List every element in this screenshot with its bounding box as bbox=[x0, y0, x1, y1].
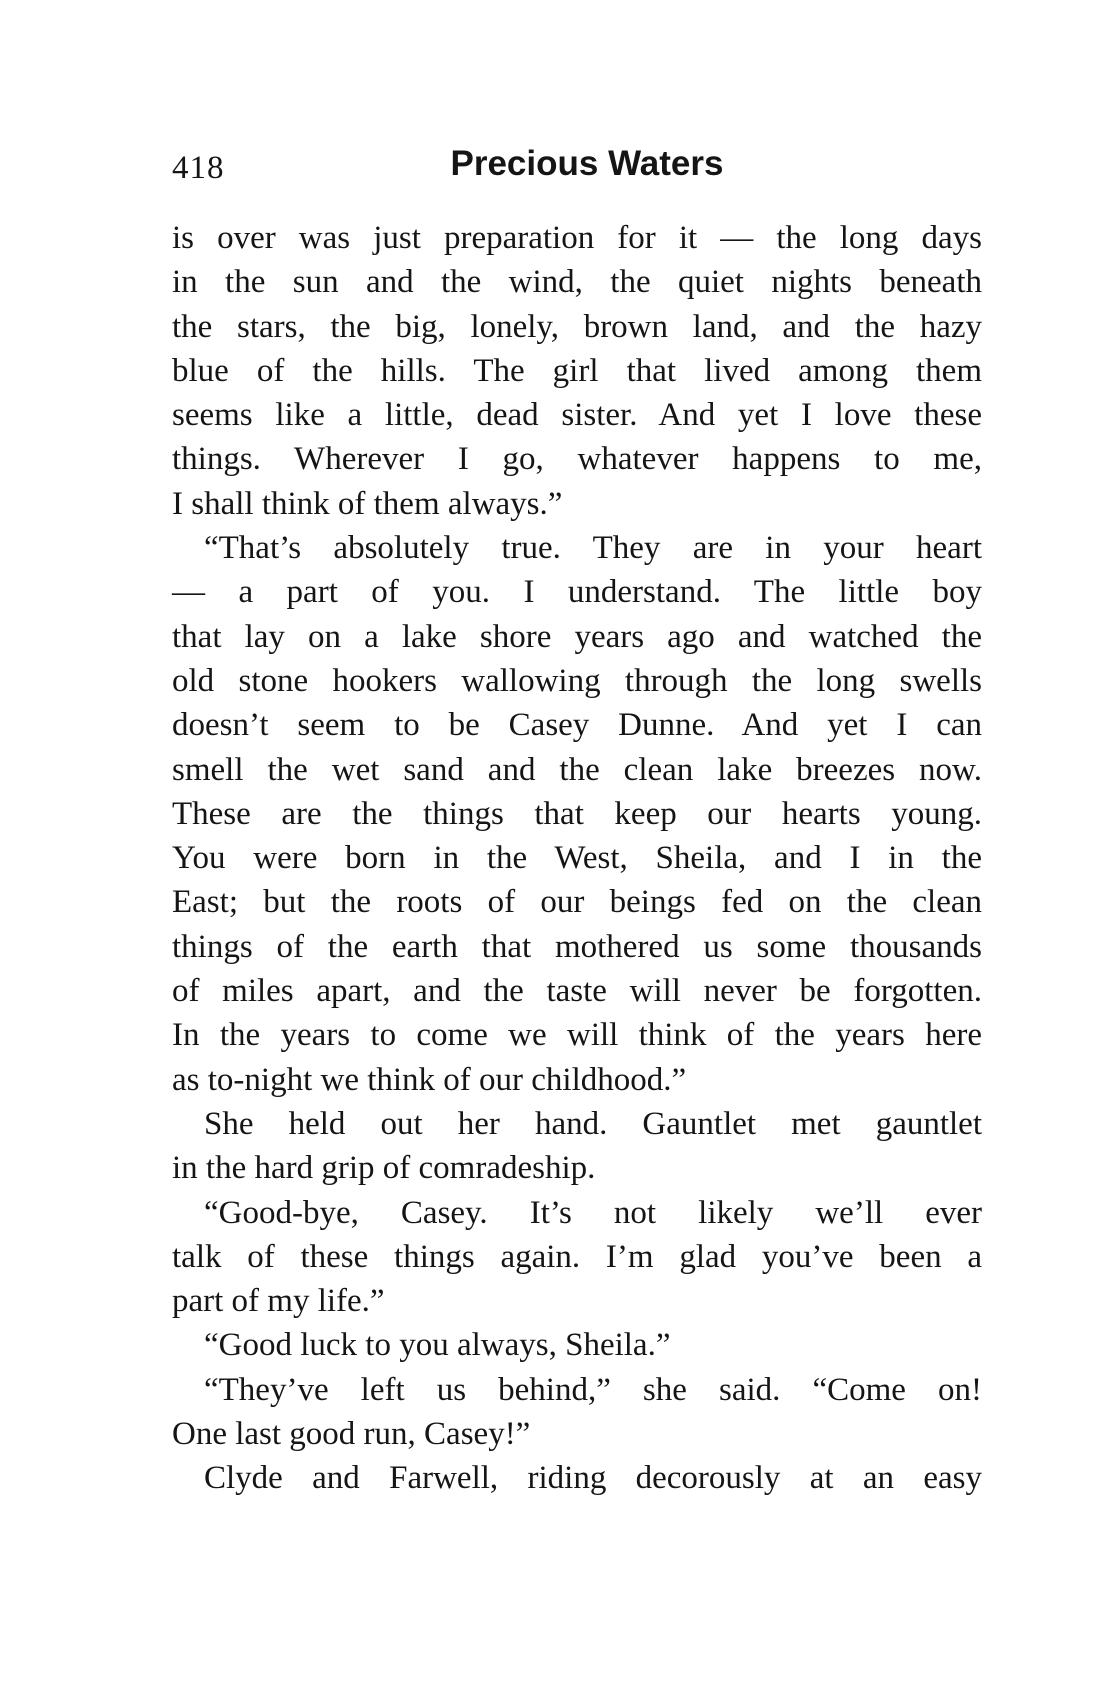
paragraph-start-line: She held out her hand. Gauntlet met gauntlet bbox=[204, 1105, 982, 1142]
text-line: You were born in the West, Sheila, and I in the bbox=[172, 840, 982, 877]
paragraph-start-line: Clyde and Farwell, riding decorously at an easy bbox=[204, 1460, 982, 1497]
text-line: things of the earth that mothered us some thousands bbox=[172, 928, 982, 965]
text-line: the stars, the big, lonely, brown land, and the hazy bbox=[172, 308, 982, 345]
text-line: part of my life.” bbox=[172, 1283, 385, 1320]
text-line: that lay on a lake shore years ago and watched the bbox=[172, 618, 982, 655]
paragraph-start-line: “They’ve left us behind,” she said. “Come on! bbox=[204, 1371, 982, 1408]
paragraph-start-line: “Good luck to you always, Sheila.” bbox=[204, 1327, 671, 1364]
text-line: I shall think of them always.” bbox=[172, 485, 563, 522]
text-line: One last good run, Casey!” bbox=[172, 1416, 531, 1453]
text-line: in the sun and the wind, the quiet nights beneath bbox=[172, 264, 982, 301]
page-number: 418 bbox=[172, 150, 225, 186]
text-line: as to-night we think of our childhood.” bbox=[172, 1061, 687, 1098]
text-line: blue of the hills. The girl that lived among them bbox=[172, 352, 982, 389]
paragraph-start-line: “That’s absolutely true. They are in your heart bbox=[204, 530, 982, 567]
text-line: talk of these things again. I’m glad you’ve been a bbox=[172, 1238, 982, 1275]
text-line: In the years to come we will think of the years here bbox=[172, 1017, 982, 1054]
text-line: things. Wherever I go, whatever happens to me, bbox=[172, 441, 982, 478]
text-line: — a part of you. I understand. The little boy bbox=[172, 574, 982, 611]
text-line: old stone hookers wallowing through the long swells bbox=[172, 662, 982, 699]
running-head bbox=[172, 144, 982, 200]
paragraph-start-line: “Good-bye, Casey. It’s not likely we’ll ever bbox=[204, 1194, 982, 1231]
body-text bbox=[172, 216, 982, 1501]
text-line: of miles apart, and the taste will never be forgotten. bbox=[172, 973, 982, 1010]
text-line: seems like a little, dead sister. And yet I love these bbox=[172, 397, 982, 434]
text-line: East; but the roots of our beings fed on the clean bbox=[172, 884, 982, 921]
text-line: These are the things that keep our hearts young. bbox=[172, 795, 982, 832]
text-line: is over was just preparation for it — the long days bbox=[172, 220, 982, 256]
text-line: doesn’t seem to be Casey Dunne. And yet I can bbox=[172, 707, 982, 744]
text-line: smell the wet sand and the clean lake breezes now. bbox=[172, 751, 982, 788]
text-line: in the hard grip of comradeship. bbox=[172, 1150, 596, 1187]
running-title: Precious Waters bbox=[450, 144, 724, 183]
